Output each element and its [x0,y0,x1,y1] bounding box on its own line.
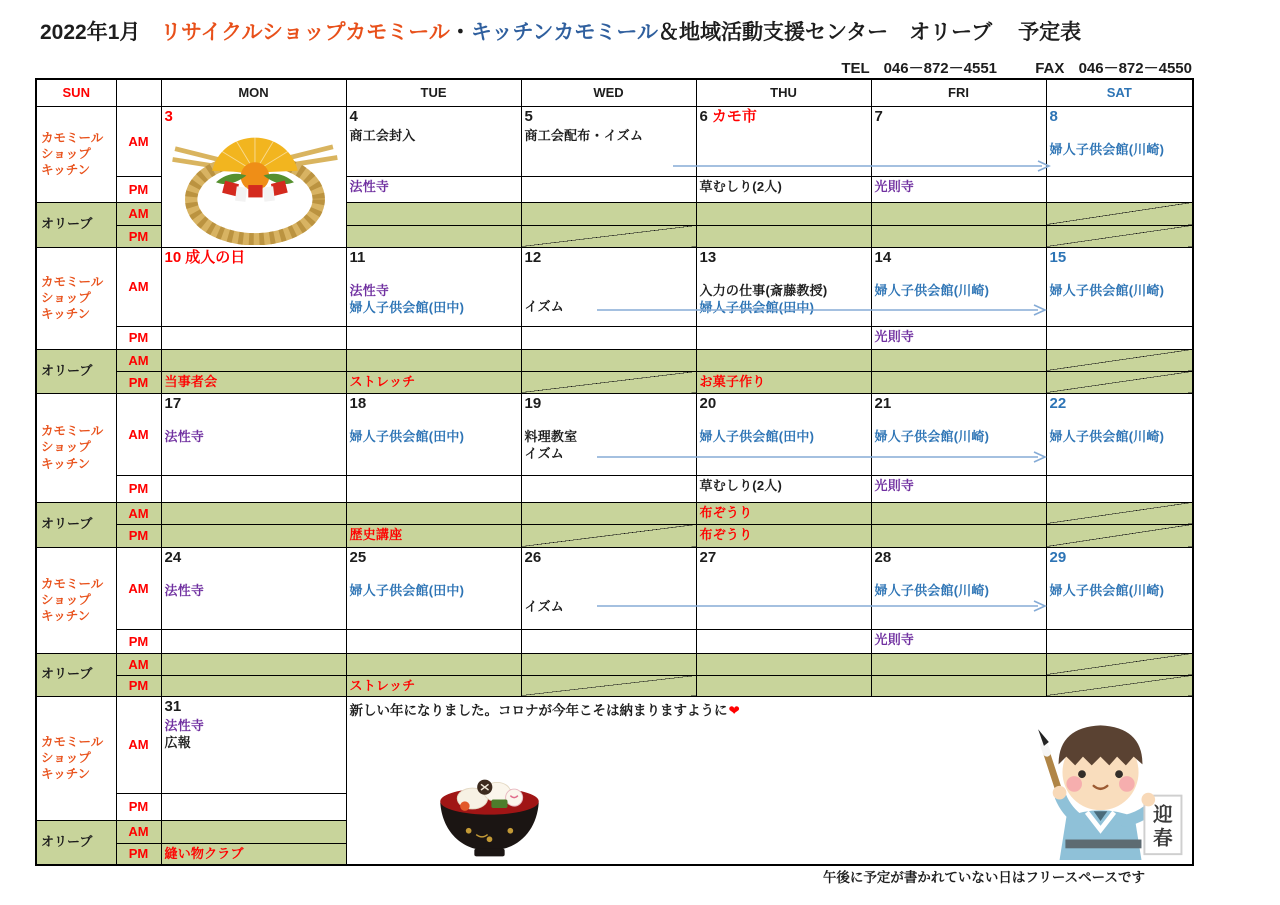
schedule-entry: 婦人子供会館(田中) [349,582,465,598]
olive-pm-cell [696,225,871,247]
schedule-entry: 法性寺 [164,582,205,598]
schedule-entry: 婦人子供会館(川崎) [874,582,990,598]
group-label-chamomile: カモミール ショップ キッチン [36,547,116,653]
olive-ampm-label-am: AM [116,820,161,843]
day-pm-cell [521,176,696,202]
day-pm-cell [161,793,346,820]
olive-pm-cell [696,524,871,547]
schedule-entry: 商工会配布・イズム [524,127,644,143]
continuation-arrow [597,450,1047,464]
week-4-row-pm [36,629,1193,653]
day-am-cell [1046,247,1193,326]
olive-am-cell [346,653,521,675]
schedule-entry: 婦人子供会館(川崎) [1049,282,1165,298]
olive-am-cell [1046,349,1193,371]
day-pm-cell [1046,326,1193,349]
date-label: 6 カモ市 [699,107,757,125]
day-pm-cell [346,176,521,202]
olive-am-cell [521,202,696,225]
schedule-entry: 縫い物クラブ [164,845,244,861]
schedule-entry: 婦人子供会館(田中) [699,428,815,444]
date-label: 19 [524,394,542,412]
olive-ampm-label-pm: PM [116,371,161,393]
schedule-entry: 草むしり(2人) [699,477,782,493]
olive-am-cell [161,653,346,675]
date-label: 25 [349,548,367,566]
title-separator: ・ [449,21,471,44]
group-label-chamomile: カモミール ショップ キッチン [36,106,116,202]
day-header-sun: SUN [36,79,116,106]
day-pm-cell [871,475,1046,502]
day-pm-cell [521,326,696,349]
olive-am-cell [521,653,696,675]
olive-am-cell [346,349,521,371]
date-label: 5 [524,107,533,125]
footer-note: 午後に予定が書かれていない日はフリースペースです [822,870,1145,885]
olive-pm-cell [696,371,871,393]
day-am-cell [521,106,696,176]
olive-ampm-label-pm: PM [116,675,161,696]
olive-pm-cell [871,371,1046,393]
week-2-row-olive-pm [36,371,1193,393]
olive-pm-cell [161,675,346,696]
day-am-cell [161,547,346,629]
day-pm-cell [696,475,871,502]
day-pm-cell [521,629,696,653]
schedule-entry: 法性寺 [349,178,390,194]
ampm-label-am: AM [116,106,161,176]
day-am-cell [1046,106,1193,176]
group-label-olive: オリーブ [36,820,116,865]
calendar-table [35,78,1194,866]
week-3-row-olive-am [36,502,1193,524]
date-label: 29 [1049,548,1067,566]
olive-ampm-label-am: AM [116,202,161,225]
date-label: 7 [874,107,883,125]
schedule-entry: 法性寺 [349,282,390,298]
schedule-entry: 婦人子供会館(川崎) [1049,141,1165,157]
page-title [40,16,1081,46]
olive-ampm-label-pm: PM [116,843,161,865]
day-pm-cell [696,326,871,349]
date-label: 28 [874,548,892,566]
ampm-label-pm: PM [116,475,161,502]
tel-number: 046－872－4551 [883,60,998,77]
schedule-entry: イズム [524,446,564,462]
day-header-sat: SAT [1046,79,1193,106]
day-pm-cell [871,629,1046,653]
olive-pm-cell [871,524,1046,547]
date-label: 4 [349,107,358,125]
schedule-entry: 婦人子供会館(川崎) [1049,428,1165,444]
olive-ampm-label-pm: PM [116,524,161,547]
fax-number: 046－872－4550 [1078,60,1192,77]
olive-am-cell [346,202,521,225]
schedule-entry: 光則寺 [874,477,915,493]
day-am-cell [161,393,346,475]
date-label: 20 [699,394,717,412]
olive-pm-cell [521,675,696,696]
day-am-cell [161,247,346,326]
schedule-entry: 婦人子供会館(川崎) [1049,582,1165,598]
schedule-entry: 草むしり(2人) [699,178,782,194]
schedule-entry: 婦人子供会館(田中) [349,428,465,444]
continuation-arrow [673,159,1051,173]
olive-am-cell [346,502,521,524]
title-suffix: ＆地域活動支援センター オリーブ [658,21,993,44]
ampm-label-am: AM [116,247,161,326]
olive-pm-cell [346,371,521,393]
schedule-entry: 入力の仕事(斎藤教授) [699,282,828,298]
olive-am-cell [1046,502,1193,524]
schedule-entry: 法性寺 [164,428,205,444]
olive-am-cell [871,502,1046,524]
olive-am-cell [696,502,871,524]
continuation-arrow [597,303,1047,317]
schedule-entry: 料理教室 [524,428,578,444]
heart-icon: ❤ [728,702,740,718]
olive-pm-cell [346,524,521,547]
title-sheet: 予定表 [1018,21,1082,44]
olive-pm-cell [161,843,346,865]
olive-pm-cell [1046,524,1193,547]
olive-pm-cell [1046,371,1193,393]
schedule-entry: 広報 [164,735,191,751]
olive-pm-cell [521,371,696,393]
olive-am-cell [871,202,1046,225]
day-pm-cell [521,475,696,502]
new-year-wreath-icon [168,127,340,245]
day-pm-cell [1046,176,1193,202]
new-year-message-cell [346,696,1193,865]
date-label: 24 [164,548,182,566]
week-2-row-olive-am [36,349,1193,371]
date-label: 22 [1049,394,1067,412]
day-am-cell [346,547,521,629]
date-label: 18 [349,394,367,412]
wreath-wrap [165,127,343,245]
day-pm-cell [346,629,521,653]
olive-pm-cell [346,225,521,247]
schedule-entry: 光則寺 [874,631,915,647]
wreath-day-cell [161,106,346,247]
olive-am-cell [871,653,1046,675]
ampm-label-am: AM [116,696,161,793]
day-pm-cell [161,629,346,653]
olive-am-cell [1046,202,1193,225]
date-label: 3 [164,107,173,125]
date-label: 31 [164,697,182,715]
olive-pm-cell [1046,225,1193,247]
olive-pm-cell [871,225,1046,247]
week-3-row-olive-pm [36,524,1193,547]
day-pm-cell [871,326,1046,349]
svg-text:迎: 迎 [1153,803,1173,826]
day-pm-cell [696,176,871,202]
day-am-cell [346,393,521,475]
day-header-ampm [116,79,161,106]
ampm-label-am: AM [116,393,161,475]
olive-ampm-label-am: AM [116,653,161,675]
olive-pm-cell [696,675,871,696]
olive-am-cell [521,349,696,371]
day-am-cell [346,106,521,176]
title-shop: リサイクルショップカモミール [160,21,450,44]
title-kitchen: キッチンカモミール [470,21,658,44]
schedule-entry: イズム [524,298,564,314]
day-pm-cell [871,176,1046,202]
day-am-cell [161,696,346,793]
olive-pm-cell [346,675,521,696]
day-am-cell [521,547,696,629]
olive-ampm-label-am: AM [116,349,161,371]
date-label: 15 [1049,248,1067,266]
date-label: 17 [164,394,182,412]
schedule-entry: 布ぞうり [699,526,753,542]
day-header-tue: TUE [346,79,521,106]
day-am-cell [346,247,521,326]
schedule-entry: 法性寺 [164,717,205,733]
schedule-entry: イズム [524,598,564,614]
contact-line [0,57,1192,78]
day-header-mon: MON [161,79,346,106]
svg-text:春: 春 [1153,826,1173,849]
ampm-label-pm: PM [116,793,161,820]
date-label: 12 [524,248,542,266]
olive-am-cell [161,502,346,524]
day-am-cell [1046,393,1193,475]
day-pm-cell [346,326,521,349]
schedule-entry: ストレッチ [349,373,416,389]
olive-ampm-label-am: AM [116,502,161,524]
ampm-label-am: AM [116,547,161,629]
ampm-label-pm: PM [116,176,161,202]
olive-am-cell [696,202,871,225]
new-year-message-wrap [350,698,1190,863]
day-am-cell [871,547,1046,629]
week-3-row-pm [36,475,1193,502]
week-5-row-am [36,696,1193,793]
day-am-cell [1046,547,1193,629]
week-4-row-olive-am [36,653,1193,675]
tel-label: TEL [841,60,870,77]
olive-am-cell [696,653,871,675]
week-2-row-pm [36,326,1193,349]
schedule-entry: 光則寺 [874,328,915,344]
date-label: 27 [699,548,717,566]
schedule-entry: 当事者会 [164,373,218,389]
day-header-fri: FRI [871,79,1046,106]
group-label-chamomile: カモミール ショップ キッチン [36,247,116,349]
schedule-entry: 歴史講座 [349,526,403,542]
group-label-olive: オリーブ [36,202,116,247]
schedule-entry: ストレッチ [349,677,416,693]
olive-pm-cell [871,675,1046,696]
schedule-entry: 婦人子供会館(田中) [349,300,465,316]
olive-am-cell [161,349,346,371]
week-4-row-am [36,547,1193,629]
olive-am-cell [871,349,1046,371]
schedule-entry: 光則寺 [874,178,915,194]
new-year-message: 新しい年になりました。コロナが今年こそは納まりますように❤ [349,702,740,718]
day-pm-cell [161,475,346,502]
schedule-entry: 商工会封入 [349,127,416,143]
calligraphy-boy-icon [1015,702,1187,860]
schedule-entry: 布ぞうり [699,504,753,520]
schedule-entry: お菓子作り [699,373,766,389]
olive-am-cell [1046,653,1193,675]
day-header-row [36,79,1193,106]
group-label-olive: オリーブ [36,349,116,393]
day-am-cell [696,547,871,629]
group-label-olive: オリーブ [36,502,116,547]
week-4-row-olive-pm [36,675,1193,696]
olive-ampm-label-pm: PM [116,225,161,247]
schedule-entry: 婦人子供会館(川崎) [874,428,990,444]
olive-pm-cell [1046,675,1193,696]
group-label-chamomile: カモミール ショップ キッチン [36,393,116,502]
group-label-olive: オリーブ [36,653,116,696]
ampm-label-pm: PM [116,629,161,653]
date-label: 13 [699,248,717,266]
olive-am-cell [161,820,346,843]
olive-pm-cell [521,524,696,547]
schedule-entry: 婦人子供会館(川崎) [874,282,990,298]
ampm-label-pm: PM [116,326,161,349]
day-pm-cell [161,326,346,349]
olive-pm-cell [161,371,346,393]
date-label: 21 [874,394,892,412]
group-label-chamomile: カモミール ショップ キッチン [36,696,116,820]
date-label: 11 [349,248,366,266]
olive-pm-cell [161,524,346,547]
olive-am-cell [696,349,871,371]
day-pm-cell [696,629,871,653]
day-pm-cell [346,475,521,502]
day-header-wed: WED [521,79,696,106]
continuation-arrow [597,599,1047,613]
date-label: 26 [524,548,542,566]
olive-pm-cell [521,225,696,247]
ozoni-bowl-icon [432,772,547,862]
date-label: 10 成人の日 [164,248,246,266]
day-pm-cell [1046,629,1193,653]
date-label: 8 [1049,107,1058,125]
olive-am-cell [521,502,696,524]
fax-label: FAX [1035,60,1065,77]
day-header-thu: THU [696,79,871,106]
schedule-entry: 婦人子供会館(田中) [699,300,815,316]
date-label: 14 [874,248,892,266]
day-pm-cell [1046,475,1193,502]
title-month: 2022年1月 [40,21,141,44]
